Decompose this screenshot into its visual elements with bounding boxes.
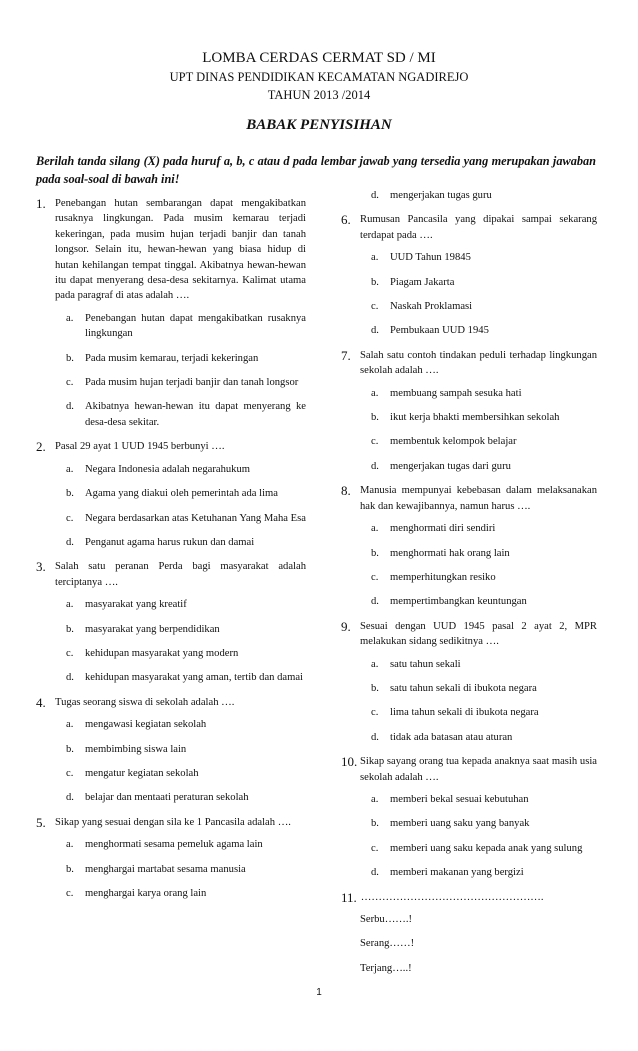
option-a [371, 250, 597, 265]
option-b [371, 546, 597, 561]
option-label: a. [371, 793, 379, 805]
option-text: memperhitungkan resiko [390, 571, 496, 583]
option-label: a. [66, 312, 74, 324]
option-d [371, 188, 597, 203]
option-b [66, 862, 306, 877]
question-text: Penebangan hutan sembarangan dapat mengakibatkan rusaknya lingkungan. Pada musim kemarau terjadi kekeringan, pada musim hujan terjadi banjir dan tanah longsor. Selain itu, hewan-hewan yang biasa hidup di hutan kehilangan tempat tinggal. Akibatnya hewan-hewan itu dapat menyerang desa-desa sekitarnya. Kalimat utama pada paragraf di atas adalah …. [55, 198, 306, 302]
round-title: BABAK PENYISIHAN [246, 117, 392, 133]
option-a [66, 462, 306, 477]
option-label: c. [371, 571, 379, 583]
option-label: a. [66, 719, 74, 731]
option-text: menghormati sesama pemeluk agama lain [85, 839, 263, 851]
option-label: d. [371, 190, 379, 201]
option-d [66, 535, 306, 550]
option-label: b. [371, 682, 379, 694]
option-label: d. [371, 731, 379, 743]
option-label: c. [66, 647, 74, 659]
question-text: Salah satu peranan Perda bagi masyarakat adalah terciptanya …. [55, 561, 306, 588]
option-label: d. [66, 401, 74, 413]
option-label: b. [66, 352, 74, 364]
chant-line: Serbu…….! [360, 914, 413, 925]
question-text: Rumusan Pancasila yang dipakai sampai sekarang terdapat pada …. [360, 214, 597, 241]
option-text: mengerjakan tugas dari guru [390, 460, 511, 472]
option-b [66, 351, 306, 366]
option-d [371, 459, 597, 474]
option-text: Akibatnya hewan-hewan itu dapat menyerang ke desa-desa sekitar. [85, 401, 306, 428]
option-label: a. [371, 387, 379, 399]
question-9 [341, 619, 597, 650]
option-text: memberi makanan yang bergizi [390, 867, 524, 879]
option-text: ikut kerja bhakti membersihkan sekolah [390, 412, 560, 424]
option-text: memberi uang saku yang banyak [390, 818, 530, 830]
option-label: c. [66, 888, 74, 899]
option-a [66, 837, 306, 852]
option-text: masyarakat yang berpendidikan [85, 623, 220, 635]
option-text: satu tahun sekali [390, 658, 461, 670]
option-text: menghargai karya orang lain [85, 888, 207, 899]
option-d [371, 323, 597, 338]
question-text: Sikap yang sesuai dengan sila ke 1 Pancasila adalah …. [55, 816, 291, 828]
question-number: 4. [36, 694, 46, 710]
contest-title: LOMBA CERDAS CERMAT SD / MI [202, 50, 436, 66]
question-6 [341, 212, 597, 243]
option-text: kehidupan masyarakat yang aman, tertib dan damai [85, 672, 303, 684]
option-d [66, 790, 306, 805]
option-text: Naskah Proklamasi [390, 301, 473, 313]
option-text: menghargai martabat sesama manusia [85, 863, 246, 875]
option-text: memberi bekal sesuai kebutuhan [390, 793, 529, 805]
question-7 [341, 348, 597, 379]
question-number: 7. [341, 347, 351, 363]
option-text: masyarakat yang kreatif [85, 599, 187, 611]
option-label: c. [66, 377, 74, 389]
option-label: c. [66, 512, 74, 524]
right-column [341, 188, 597, 985]
option-label: d. [66, 536, 74, 548]
option-c [371, 434, 597, 449]
option-text: Pada musim hujan terjadi banjir dan tanah longsor [85, 377, 299, 389]
option-label: b. [371, 547, 379, 559]
option-label: d. [371, 325, 379, 337]
option-label: b. [66, 623, 74, 635]
question-10 [341, 754, 597, 785]
question-2 [36, 439, 306, 454]
option-c [66, 766, 306, 781]
option-d [66, 670, 306, 685]
option-label: a. [371, 252, 379, 264]
question-text: Tugas seorang siswa di sekolah adalah …. [55, 696, 235, 708]
question-number: 11. [341, 889, 357, 905]
option-text: belajar dan mentaati peraturan sekolah [85, 792, 249, 804]
option-d [371, 865, 597, 880]
option-label: b. [371, 818, 379, 830]
question-5 [36, 815, 306, 830]
option-text: Pada musim kemarau, terjadi kekeringan [85, 352, 259, 364]
option-text: memberi uang saku kepada anak yang sulung [390, 842, 583, 854]
question-11 [341, 890, 597, 905]
option-text: Agama yang diakui oleh pemerintah ada lima [85, 488, 278, 500]
instruction-text: Berilah tanda silang (X) pada huruf a, b, c atau d pada lembar jawab yang tersedia yang merupakan jawaban pada soal-soal di bawah ini! [36, 154, 596, 186]
option-b [66, 742, 306, 757]
option-label: b. [66, 743, 74, 755]
option-b [371, 275, 597, 290]
option-a [66, 597, 306, 612]
option-label: b. [371, 276, 379, 288]
option-a [371, 521, 597, 536]
option-text: membentuk kelompok belajar [390, 436, 517, 448]
question-text: ……………………………………………. [360, 891, 544, 903]
question-number: 5. [36, 814, 46, 830]
school-year: TAHUN 2013 /2014 [267, 88, 371, 102]
option-c [66, 511, 306, 526]
option-label: d. [371, 596, 379, 608]
option-text: Penganut agama harus rukun dan damai [85, 536, 255, 548]
option-d [66, 399, 306, 430]
option-a [66, 717, 306, 732]
question-number: 3. [36, 559, 46, 575]
question-4 [36, 695, 306, 710]
option-a [66, 311, 306, 342]
option-text: Penebangan hutan dapat mengakibatkan rusaknya lingkungan [85, 312, 306, 340]
question-number: 1. [36, 196, 46, 211]
question-text: Sesuai dengan UUD 1945 pasal 2 ayat 2, MPR melakukan sidang sedikitnya …. [360, 620, 597, 648]
chant-line: Terjang…..! [360, 962, 412, 974]
option-a [371, 386, 597, 401]
question-text: Salah satu contoh tindakan peduli terhadap lingkungan sekolah adalah …. [360, 349, 597, 377]
option-label: a. [66, 463, 74, 475]
page-number: 1 [316, 987, 322, 998]
option-b [66, 486, 306, 501]
option-label: b. [66, 863, 74, 875]
option-text: kehidupan masyarakat yang modern [85, 647, 239, 659]
option-label: a. [371, 523, 379, 535]
option-b [371, 410, 597, 425]
question-3 [36, 559, 306, 590]
option-b [66, 622, 306, 637]
option-text: mengawasi kegiatan sekolah [85, 719, 207, 731]
question-text: Sikap sayang orang tua kepada anaknya saat masih usia sekolah adalah …. [360, 756, 597, 783]
option-label: d. [371, 460, 379, 472]
option-text: membuang sampah sesuka hati [390, 387, 522, 399]
option-c [371, 570, 597, 585]
option-text: tidak ada batasan atau aturan [390, 731, 513, 743]
option-label: a. [66, 839, 74, 851]
option-label: c. [371, 707, 379, 719]
option-text: UUD Tahun 19845 [390, 252, 471, 264]
option-text: menghormati diri sendiri [390, 523, 496, 535]
option-c [371, 299, 597, 314]
question-number: 10. [341, 754, 358, 770]
option-text: mengerjakan tugas guru [390, 190, 492, 201]
option-text: Negara Indonesia adalah negarahukum [85, 463, 251, 475]
left-column [36, 196, 306, 910]
option-text: Negara berdasarkan atas Ketuhanan Yang Maha Esa [85, 512, 306, 524]
question-number: 6. [341, 212, 351, 228]
option-text: Piagam Jakarta [390, 276, 455, 288]
option-label: c. [371, 436, 379, 448]
option-c [371, 841, 597, 856]
option-text: mengatur kegiatan sekolah [85, 767, 199, 779]
option-label: d. [66, 672, 74, 684]
question-1 [36, 196, 306, 304]
option-a [371, 792, 597, 807]
question-text: Pasal 29 ayat 1 UUD 1945 berbunyi …. [55, 441, 225, 453]
option-c [371, 705, 597, 720]
option-c [66, 646, 306, 661]
option-text: menghormati hak orang lain [390, 547, 510, 559]
question-text: Manusia mempunyai kebebasan dalam melaksanakan hak dan kewajibannya, namun harus …. [360, 485, 597, 512]
option-a [371, 657, 597, 672]
option-c [66, 886, 306, 901]
option-b [371, 816, 597, 831]
option-text: lima tahun sekali di ibukota negara [390, 707, 539, 719]
option-b [371, 681, 597, 696]
option-c [66, 375, 306, 390]
option-text: satu tahun sekali di ibukota negara [390, 682, 537, 694]
office-name: UPT DINAS PENDIDIKAN KECAMATAN NGADIREJO [169, 70, 469, 84]
question-number: 9. [341, 618, 351, 634]
option-d [371, 594, 597, 609]
question-8 [341, 483, 597, 514]
option-text: membimbing siswa lain [85, 743, 187, 755]
option-label: a. [66, 599, 74, 611]
option-label: d. [371, 867, 379, 879]
option-label: c. [371, 301, 379, 313]
option-label: c. [66, 767, 74, 779]
chant-line: Serang……! [360, 938, 415, 950]
option-label: a. [371, 658, 379, 670]
option-label: b. [371, 412, 379, 424]
question-number: 2. [36, 439, 46, 455]
option-label: d. [66, 792, 74, 804]
option-text: Pembukaan UUD 1945 [390, 325, 489, 337]
option-label: c. [371, 842, 379, 854]
option-d [371, 730, 597, 745]
option-label: b. [66, 488, 74, 500]
option-text: mempertimbangkan keuntungan [390, 596, 527, 608]
question-number: 8. [341, 483, 351, 499]
